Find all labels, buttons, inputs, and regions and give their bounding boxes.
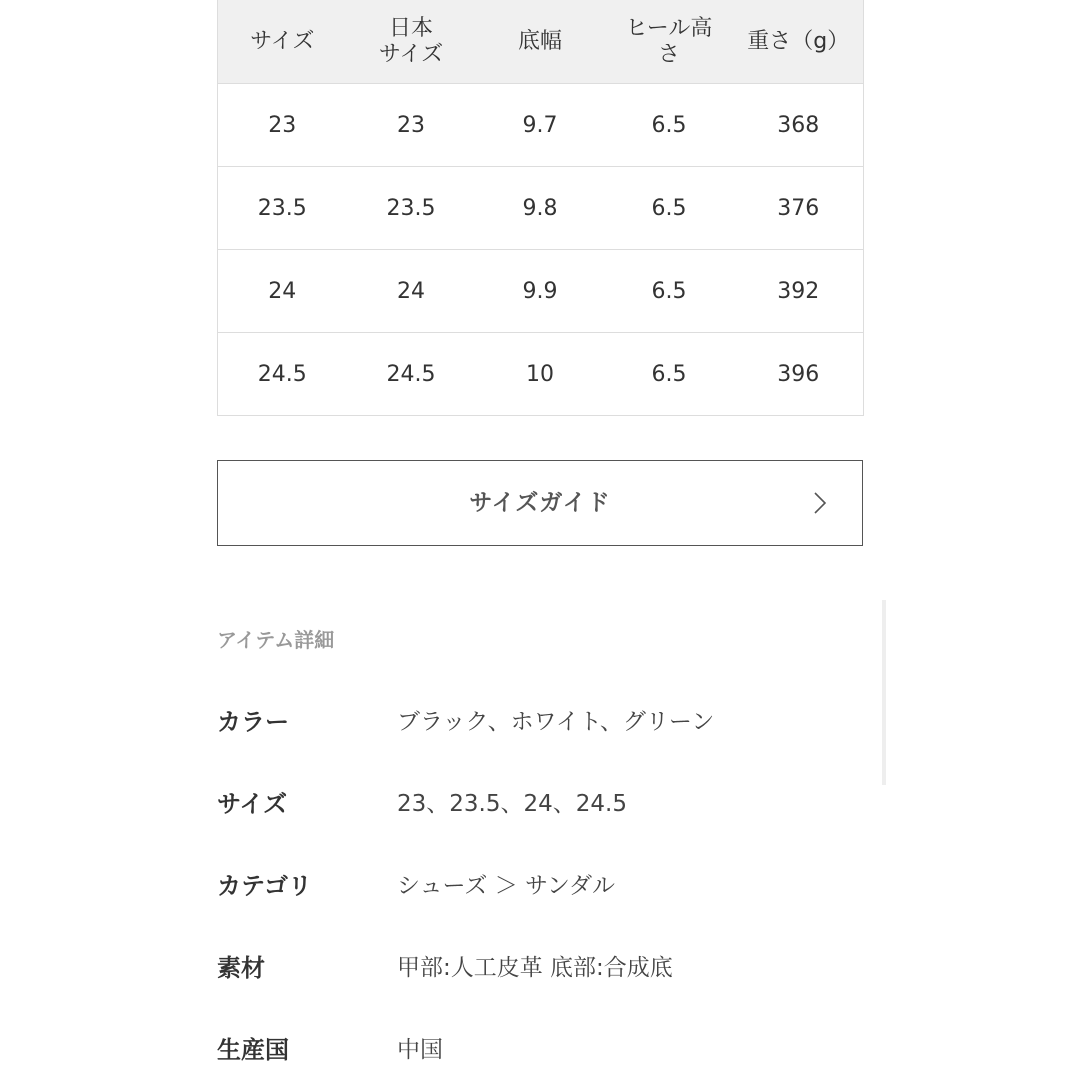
cell-weight: 392 [734, 250, 864, 333]
detail-row-material [217, 948, 863, 988]
table-row [218, 167, 864, 250]
detail-row-color [217, 702, 863, 742]
cell-weight: 368 [734, 84, 864, 167]
cell-sole-width: 9.9 [476, 250, 605, 333]
size-guide-label: サイズガイド [469, 490, 611, 516]
header-weight: 重さ（g） [734, 0, 864, 84]
detail-label: サイズ [217, 790, 288, 818]
table-row [218, 250, 864, 333]
cell-japan-size: 24.5 [347, 333, 476, 416]
cell-japan-size: 23 [347, 84, 476, 167]
cell-sole-width: 9.8 [476, 167, 605, 250]
table-row [218, 84, 864, 167]
chevron-right-icon [808, 491, 832, 515]
detail-row-country [217, 1030, 863, 1070]
detail-label: カラー [217, 708, 289, 736]
cell-weight: 396 [734, 333, 864, 416]
size-guide-button[interactable] [217, 460, 863, 546]
detail-label: 生産国 [217, 1036, 289, 1064]
cell-japan-size: 23.5 [347, 167, 476, 250]
cell-size: 24 [218, 250, 347, 333]
detail-row-size [217, 784, 863, 824]
size-table [217, 0, 864, 416]
cell-size: 23.5 [218, 167, 347, 250]
header-heel-height: ヒール高 さ [605, 0, 734, 84]
header-japan-size: 日本 サイズ [347, 0, 476, 84]
cell-heel-height: 6.5 [605, 167, 734, 250]
cell-weight: 376 [734, 167, 864, 250]
detail-row-category [217, 866, 863, 906]
header-sole-width: 底幅 [476, 0, 605, 84]
cell-size: 23 [218, 84, 347, 167]
detail-value: 甲部:人工皮革 底部:合成底 [397, 955, 673, 981]
detail-value[interactable]: シューズ ＞ サンダル [397, 873, 615, 899]
cell-sole-width: 9.7 [476, 84, 605, 167]
header-size: サイズ [218, 0, 347, 84]
detail-value: ブラック、ホワイト、グリーン [397, 709, 715, 735]
cell-sole-width: 10 [476, 333, 605, 416]
detail-value: 中国 [397, 1037, 443, 1063]
table-row [218, 333, 864, 416]
size-table-header-row [218, 0, 864, 84]
cell-japan-size: 24 [347, 250, 476, 333]
cell-size: 24.5 [218, 333, 347, 416]
cell-heel-height: 6.5 [605, 333, 734, 416]
item-details-heading: アイテム詳細 [217, 628, 335, 652]
scroll-indicator[interactable] [882, 600, 886, 785]
detail-value: 23、23.5、24、24.5 [397, 791, 627, 817]
cell-heel-height: 6.5 [605, 84, 734, 167]
detail-label: 素材 [217, 954, 265, 982]
cell-heel-height: 6.5 [605, 250, 734, 333]
detail-label: カテゴリ [217, 872, 313, 900]
